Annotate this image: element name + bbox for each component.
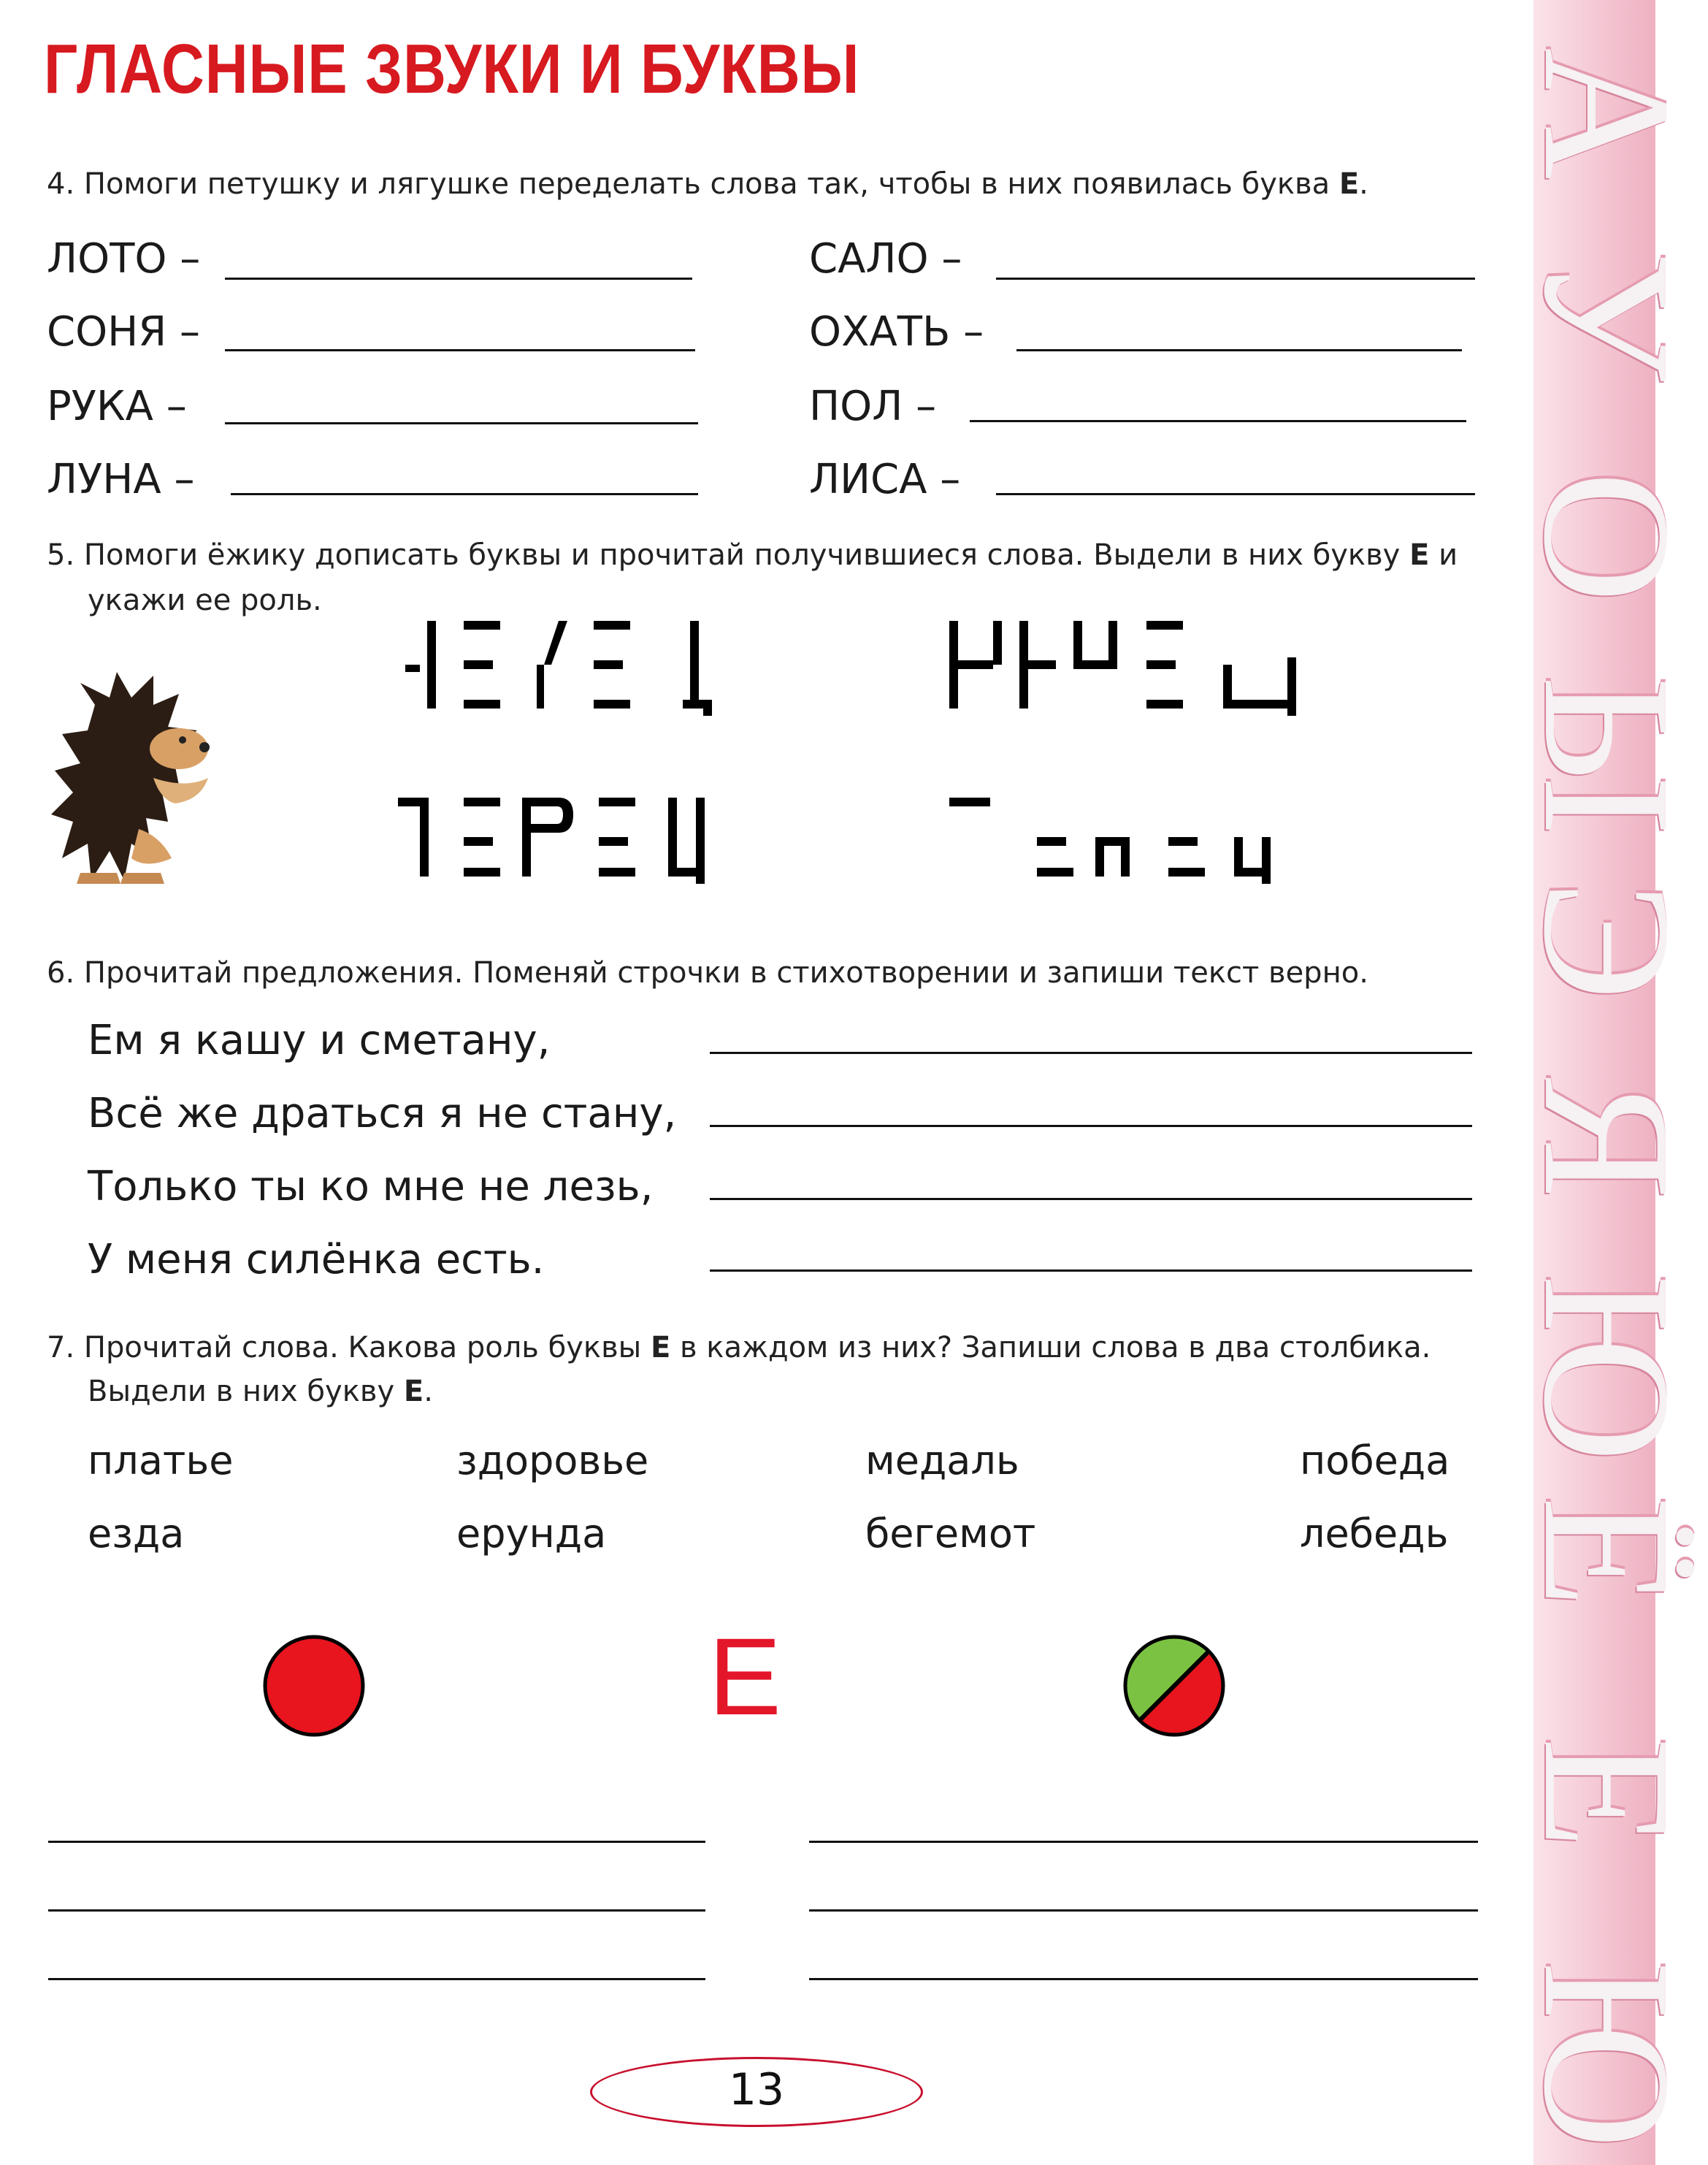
side-letter: У — [1506, 252, 1708, 382]
answer-line[interactable] — [809, 1909, 1478, 1912]
answer-line[interactable] — [225, 349, 695, 351]
page-title: ГЛАСНЫЕ ЗВУКИ И БУКВЫ — [44, 30, 860, 108]
side-letter: А — [1506, 47, 1708, 180]
answer-line[interactable] — [1016, 349, 1462, 351]
task4-word-left: ЛУНА – — [47, 456, 195, 503]
task5-text: 5. Помоги ёжику дописать буквы и прочитай получившиеся слова. Выдели в них букву — [47, 538, 1410, 572]
task4-letter: Е — [1339, 167, 1360, 201]
answer-line[interactable] — [996, 278, 1475, 280]
task7-letter: Е — [403, 1375, 424, 1408]
letter-puzzle-3 — [398, 789, 734, 884]
task4-word-right: ОХАТЬ – — [809, 308, 984, 356]
task7-text2: Выдели в них букву — [88, 1375, 404, 1408]
poem-line: У меня силёнка есть. — [88, 1236, 545, 1283]
task4-text: 4. Помоги петушку и лягушке переделать слова так, чтобы в них появилась буква — [47, 167, 1339, 201]
answer-line[interactable] — [48, 1978, 705, 1980]
task5-letter: Е — [1409, 538, 1430, 572]
task5-text-end: и — [1429, 538, 1458, 572]
task7-word: победа — [1300, 1437, 1450, 1484]
side-letter: Ю — [1506, 1961, 1708, 2149]
answer-line[interactable] — [225, 422, 698, 424]
red-circle-icon — [261, 1633, 367, 1739]
split-circle-icon — [1121, 1633, 1228, 1739]
task7-word: платье — [88, 1437, 234, 1484]
answer-line[interactable] — [231, 493, 698, 495]
letter-puzzle-4 — [949, 789, 1285, 884]
page-number: 13 — [728, 2064, 785, 2115]
answer-line[interactable] — [710, 1052, 1472, 1054]
answer-line[interactable] — [809, 1978, 1478, 1980]
task4-instruction — [47, 162, 1368, 206]
task4-text-end: . — [1359, 167, 1368, 201]
task5-instruction — [47, 533, 1458, 577]
task7-word: здоровье — [456, 1437, 649, 1484]
task7-word: медаль — [865, 1437, 1019, 1484]
big-letter-e: Е — [708, 1615, 782, 1738]
answer-line[interactable] — [48, 1909, 705, 1912]
side-letter: Ю — [1506, 1275, 1708, 1462]
letter-puzzle-1 — [405, 621, 770, 716]
answer-line[interactable] — [710, 1269, 1472, 1272]
side-letter: Э — [1506, 880, 1708, 1001]
task4-word-left: СОНЯ – — [47, 308, 200, 356]
task7-instruction — [47, 1326, 1431, 1370]
side-letter: Е — [1506, 1737, 1708, 1849]
answer-line[interactable] — [809, 1841, 1478, 1843]
answer-line[interactable] — [225, 278, 692, 280]
task4-word-right: ЛИСА – — [809, 456, 961, 503]
answer-line[interactable] — [710, 1125, 1472, 1127]
poem-line: Ем я кашу и сметану, — [88, 1017, 551, 1064]
task7-word: бегемот — [865, 1511, 1036, 1557]
side-letter: О — [1506, 471, 1708, 603]
task7-instruction-line2 — [88, 1370, 433, 1413]
hedgehog-icon — [51, 661, 219, 895]
task7-word: ерунда — [456, 1511, 607, 1557]
task5-instruction-line2: укажи ее роль. — [88, 584, 322, 617]
answer-line[interactable] — [996, 493, 1475, 495]
answer-line[interactable] — [970, 420, 1466, 422]
task4-word-left: РУКА – — [47, 383, 187, 430]
side-letter: Я — [1506, 1077, 1708, 1199]
task7-text: 7. Прочитай слова. Какова роль буквы — [47, 1331, 651, 1364]
task4-word-right: САЛО – — [809, 235, 962, 283]
task4-word-right: ПОЛ – — [809, 383, 937, 430]
task4-word-left: ЛОТО – — [47, 235, 201, 283]
side-letter: Ё — [1506, 1496, 1708, 1608]
task7-word: лебедь — [1300, 1511, 1449, 1557]
answer-line[interactable] — [48, 1841, 705, 1843]
task6-instruction: 6. Прочитай предложения. Поменяй строчки в стихотворении и запиши текст верно. — [47, 956, 1368, 990]
poem-line: Только ты ко мне не лезь, — [88, 1163, 654, 1210]
task7-text-end: в каждом из них? Запиши слова в два столбика. — [670, 1331, 1431, 1364]
task7-word: езда — [88, 1511, 185, 1557]
answer-line[interactable] — [710, 1198, 1472, 1200]
task7-text2-end: . — [424, 1375, 433, 1408]
letter-puzzle-2 — [949, 621, 1307, 716]
task7-letter: Е — [650, 1331, 671, 1364]
side-letter: Ы — [1506, 676, 1708, 836]
poem-line: Всё же драться я не стану, — [88, 1090, 677, 1137]
